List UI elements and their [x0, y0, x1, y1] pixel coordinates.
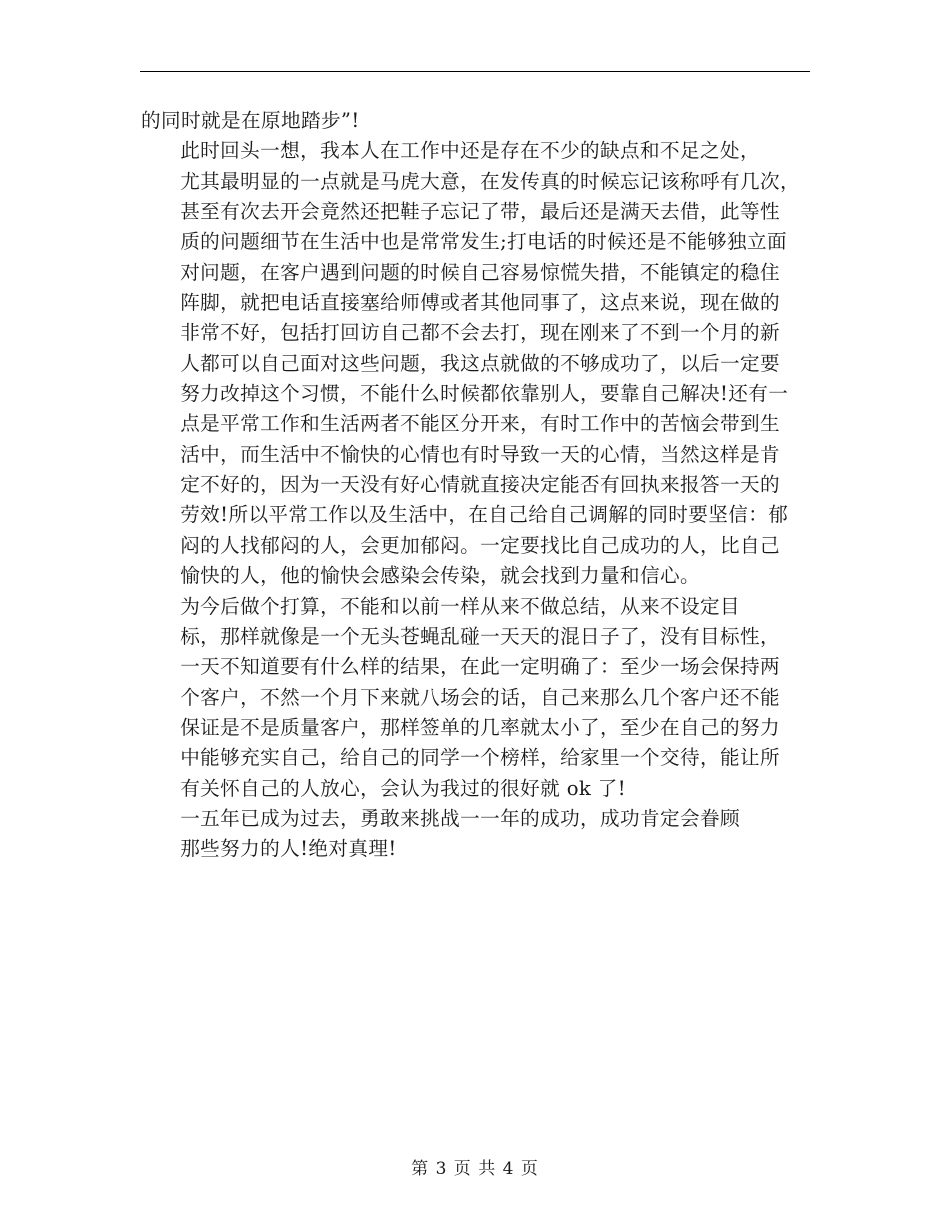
text-line: 此时回头一想，我本人在工作中还是存在不少的缺点和不足之处， [180, 139, 761, 163]
text-line: 一天不知道要有什么样的结果，在此一定明确了：至少一场会保持两 [180, 655, 780, 679]
text-line: 标，那样就像是一个无头苍蝇乱碰一天天的混日子了，没有目标性， [180, 624, 780, 648]
text-line: 保证是不是质量客户，那样签单的几率就太小了，至少在自己的努力 [180, 715, 780, 739]
header-rule [140, 71, 810, 72]
text-line: 活中，而生活中不愉快的心情也有时导致一天的心情，当然这样是肯 [180, 442, 780, 466]
text-line: 甚至有次去开会竟然还把鞋子忘记了带，最后还是满天去借，此等性 [180, 200, 780, 224]
text-line: 中能够充实自己，给自己的同学一个榜样，给家里一个交待，能让所 [180, 746, 780, 770]
text-line: 那些努力的人!绝对真理! [180, 837, 397, 861]
page-number-footer: 第 3 页 共 4 页 [411, 1159, 539, 1179]
paragraph-3 [141, 592, 811, 804]
text-line: 有关怀自己的人放心，会认为我过的很好就 ok 了! [180, 776, 627, 800]
text-line: 努力改掉这个习惯，不能什么时候都依靠别人，要靠自己解决!还有一 [180, 382, 789, 406]
text-line: 愉快的人，他的愉快会感染会传染，就会找到力量和信心。 [180, 564, 701, 588]
text-line: 对问题，在客户遇到问题的时候自己容易惊慌失措，不能镇定的稳住 [180, 260, 780, 284]
text-line: 质的问题细节在生活中也是常常发生;打电话的时候还是不能够独立面 [180, 230, 788, 254]
paragraph-2 [141, 136, 811, 591]
text-line: 个客户，不然一个月下来就八场会的话，自己来那么几个客户还不能 [180, 685, 780, 709]
text-line: 为今后做个打算，不能和以前一样从来不做总结，从来不设定目 [180, 594, 741, 618]
text-line: 一五年已成为过去，勇敢来挑战一一年的成功，成功肯定会眷顾 [180, 806, 741, 830]
text-line: 阵脚，就把电话直接塞给师傅或者其他同事了，这点来说，现在做的 [180, 291, 780, 315]
paragraph-4 [141, 804, 811, 865]
text-line: 定不好的，因为一天没有好心情就直接决定能否有回执来报答一天的 [180, 473, 780, 497]
paragraph-1 [141, 106, 811, 136]
text-line: 非常不好，包括打回访自己都不会去打，现在刚来了不到一个月的新 [180, 321, 780, 345]
text-line: 的同时就是在原地踏步”! [141, 109, 360, 132]
text-line: 点是平常工作和生活两者不能区分开来，有时工作中的苦恼会带到生 [180, 412, 780, 436]
text-line: 劳效!所以平常工作以及生活中，在自己给自己调解的同时要坚信：郁 [180, 503, 789, 527]
text-line: 人都可以自己面对这些问题，我这点就做的不够成功了，以后一定要 [180, 351, 780, 375]
document-body [141, 106, 811, 865]
text-line: 闷的人找郁闷的人，会更加郁闷。一定要找比自己成功的人，比自己 [180, 533, 780, 557]
text-line: 尤其最明显的一点就是马虎大意，在发传真的时候忘记该称呼有几次， [180, 169, 800, 193]
